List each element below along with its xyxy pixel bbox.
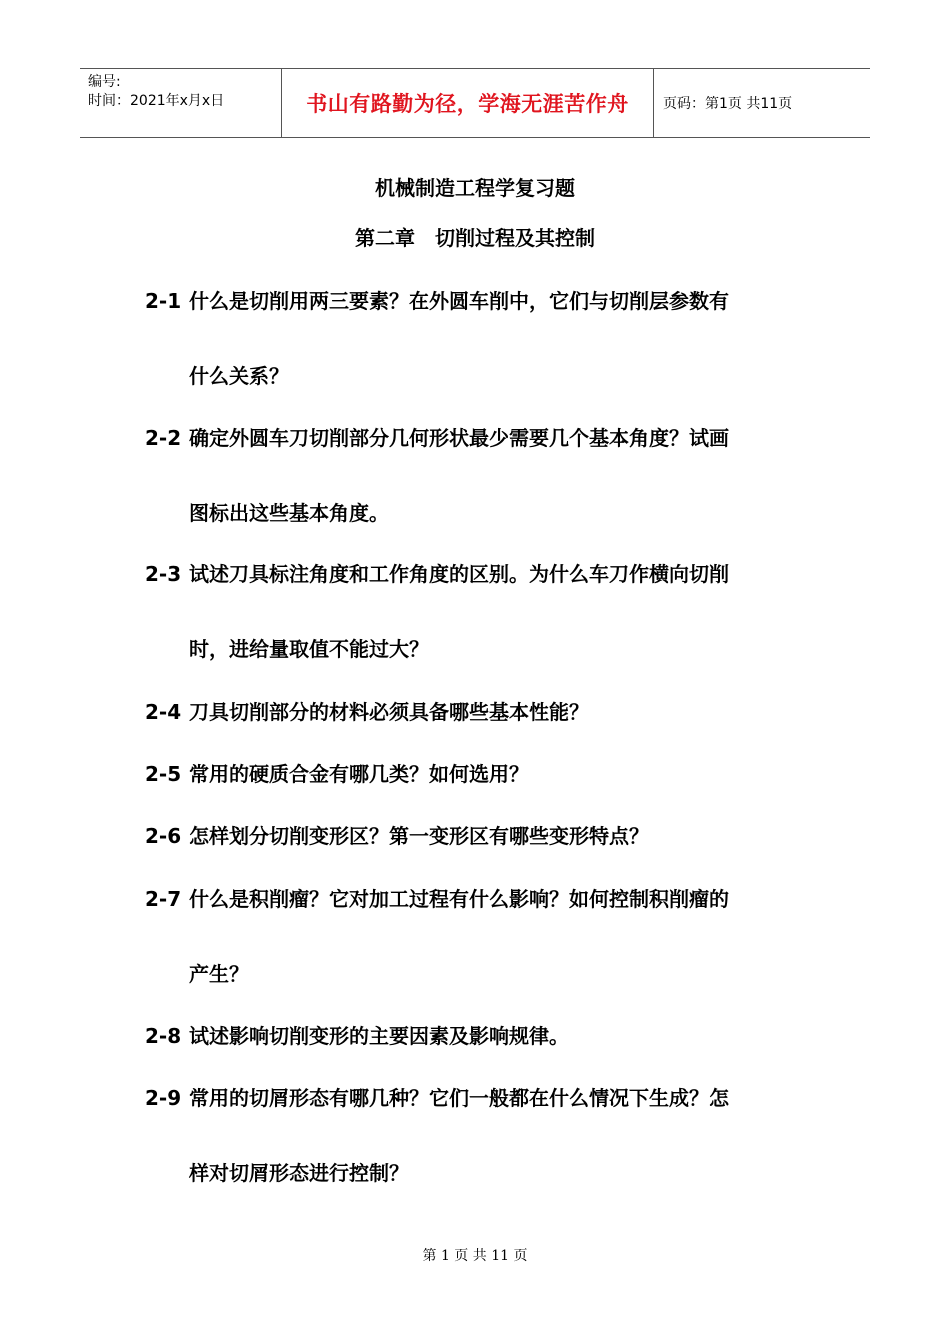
question-number: 2-7 [145, 887, 182, 911]
page-footer: 第 1 页 共 11 页 [422, 1248, 528, 1264]
question-line [145, 820, 649, 849]
question-number: 2-8 [145, 1024, 182, 1048]
question-continuation: 图标出这些基本角度。 [189, 501, 389, 525]
question-line [145, 758, 529, 787]
question-line [145, 422, 729, 451]
question-continuation: 时，进给量取值不能过大？ [189, 637, 429, 661]
question-text: 确定外圆车刀切削部分几何形状最少需要几个基本角度？试画 [189, 426, 729, 450]
motto-text: 书山有路勤为径，学海无涯苦作舟 [306, 92, 629, 116]
time-label: 时间：2021年x月x日 [88, 93, 225, 109]
question-text: 常用的切屑形态有哪几种？它们一般都在什么情况下生成？怎 [189, 1086, 729, 1110]
chapter-number: 第二章 [355, 226, 415, 250]
question-number: 2-4 [145, 700, 182, 724]
question-line [145, 285, 729, 314]
document-title: 机械制造工程学复习题 [375, 176, 575, 200]
question-continuation: 产生？ [189, 962, 249, 986]
chapter-title: 切削过程及其控制 [435, 226, 595, 250]
question-number: 2-3 [145, 562, 182, 586]
question-text: 什么是切削用两三要素？在外圆车削中，它们与切削层参数有 [189, 289, 729, 313]
question-continuation: 什么关系？ [189, 364, 289, 388]
header-table [80, 68, 870, 138]
question-number: 2-9 [145, 1086, 182, 1110]
question-text: 刀具切削部分的材料必须具备哪些基本性能？ [189, 700, 589, 724]
question-line [145, 558, 729, 587]
question-line [145, 883, 729, 912]
question-continuation: 样对切屑形态进行控制？ [189, 1161, 409, 1185]
question-line [145, 1082, 729, 1111]
question-text: 常用的硬质合金有哪几类？如何选用？ [189, 762, 529, 786]
question-number: 2-5 [145, 762, 182, 786]
page-info: 页码：第1页 共11页 [663, 96, 793, 112]
question-number: 2-2 [145, 426, 182, 450]
question-text: 什么是积削瘤？它对加工过程有什么影响？如何控制积削瘤的 [189, 887, 729, 911]
serial-label: 编号: [88, 74, 121, 90]
header-motto-cell [282, 69, 654, 137]
header-meta-cell [80, 69, 282, 137]
chapter-heading [0, 222, 950, 251]
question-text: 试述影响切削变形的主要因素及影响规律。 [189, 1024, 569, 1048]
header-page-cell [654, 69, 870, 137]
question-text: 怎样划分切削变形区？第一变形区有哪些变形特点？ [189, 824, 649, 848]
question-number: 2-1 [145, 289, 182, 313]
question-line [145, 1020, 569, 1049]
question-number: 2-6 [145, 824, 182, 848]
question-text: 试述刀具标注角度和工作角度的区别。为什么车刀作横向切削 [189, 562, 729, 586]
question-line [145, 696, 589, 725]
